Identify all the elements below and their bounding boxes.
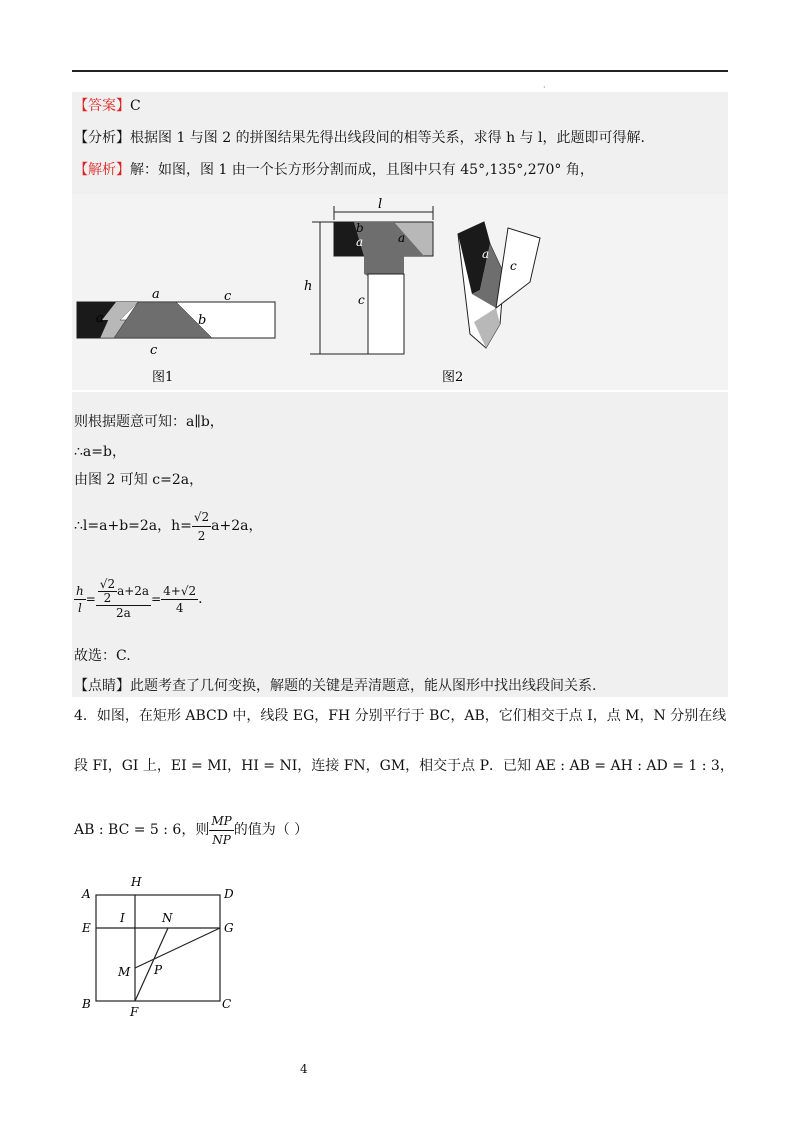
point-b: B [82,997,91,1011]
fig2-label-b: b [356,221,364,235]
q4-frac [209,812,233,849]
point-c: C [222,997,232,1011]
answer-tag: 【答案】 [74,98,130,114]
comment-text: 此题考查了几何变换，解题的关键是弄清题意，能从图形中找出线段间关系. [130,678,597,694]
step-5-mid-den: 2a [116,605,131,620]
step-5-rhs [161,583,198,616]
q4-line-2: 段 FI，GI 上，EI = MI，HI = NI，连接 FN，GM，相交于点 P．已知 AE : AB = AH : AD = 1 : 3， [74,758,734,774]
step-5-mid [96,578,151,621]
figure-2 [304,197,540,385]
point-i: I [120,911,125,925]
fig1-caption: 图1 [152,370,174,385]
fig2-white-column [368,274,404,354]
segment-fn [135,928,168,1001]
fig2-label-a2: a [398,231,406,245]
fig2-label-a3: a [482,247,490,261]
step-5-mid-num-tail: a+2a [117,583,150,598]
page-number: 4 [300,1062,308,1076]
fig2-caption: 图2 [442,370,464,385]
step-5-mid-num-den: 2 [103,590,112,605]
step-5-mid-num [96,578,151,606]
rect-abcd [96,895,220,1001]
step-5-mid-num-num: √2 [99,576,116,591]
point-g: G [224,921,234,935]
point-f: F [130,1005,139,1019]
step-5-lhs-num: h [76,583,84,598]
fig1-label-c2: c [150,343,158,358]
step-5-eq1: = [85,592,96,606]
point-a: A [82,887,91,901]
step-5-eq2: = [151,592,162,606]
step-4-num: √2 [192,508,211,527]
point-h: H [131,875,142,889]
q4-line-3 [74,808,308,852]
q4-line-3-post: 的值为（ ） [233,822,309,838]
answer-line [74,96,141,116]
step-4-pre: ∴l=a+b=2a，h= [74,518,192,534]
step-6: 故选：C. [74,648,131,664]
point-e: E [82,921,91,935]
solution-tag: 【解析】 [74,162,130,178]
step-5-lhs-den: l [77,600,82,615]
analysis-line [74,128,645,148]
fig2-label-l: l [378,197,383,212]
fig2-label-c2: c [510,259,517,273]
fig1-label-a2: a [96,311,104,326]
fig1-label-c1: c [224,289,232,304]
step-4-frac [192,508,211,545]
fig2-label-a1: a [356,235,364,249]
step-5 [74,568,203,630]
step-5-end: . [198,591,203,607]
step-5-rhs-num: 4+√2 [163,583,197,598]
analysis-tag: 【分析】 [74,130,130,146]
figures-svg [72,194,568,390]
segment-gm [135,928,220,968]
step-1: 则根据题意可知：a∥b， [74,414,224,430]
step-4-den: 2 [197,528,206,543]
comment-tag: 【点睛】 [74,678,130,694]
point-d: D [224,887,234,901]
fig1-label-a1: a [152,287,160,302]
point-n: N [162,911,173,925]
top-rule [72,70,728,72]
header-dot: · [543,83,546,92]
comment-line [74,676,596,696]
analysis-text: 根据图 1 与图 2 的拼图结果先得出线段间的相等关系，求得 h 与 l，此题即可得解. [130,130,645,146]
figure-1 [77,287,275,385]
step-4-post: a+2a， [211,518,263,534]
fig2-label-h: h [304,279,313,294]
fig1-label-b: b [198,313,207,328]
step-2: ∴a=b， [74,444,126,460]
rectangle-diagram [76,872,256,1022]
solution-line [74,160,594,180]
point-m: M [118,965,131,979]
point-p: P [154,963,163,977]
step-5-rhs-den: 4 [175,600,184,615]
answer-value: C [130,98,141,114]
q4-line-3-pre: AB : BC = 5 : 6，则 [74,822,210,838]
q4-frac-num: MP [209,812,233,831]
q4-frac-den: NP [212,832,231,847]
fig2-shape3-white [496,228,540,308]
solution-text: 解：如图，图 1 由一个长方形分割而成，且图中只有 45°,135°,270° 角， [130,162,594,178]
q4-line-1: 4．如图，在矩形 ABCD 中，线段 EG，FH 分别平行于 BC，AB，它们相交于点 I，点 M，N 分别在线 [74,708,727,724]
step-4 [74,502,263,550]
fig2-label-c: c [358,293,365,307]
step-5-lhs [74,583,86,616]
step-3: 由图 2 可知 c=2a， [74,472,204,488]
